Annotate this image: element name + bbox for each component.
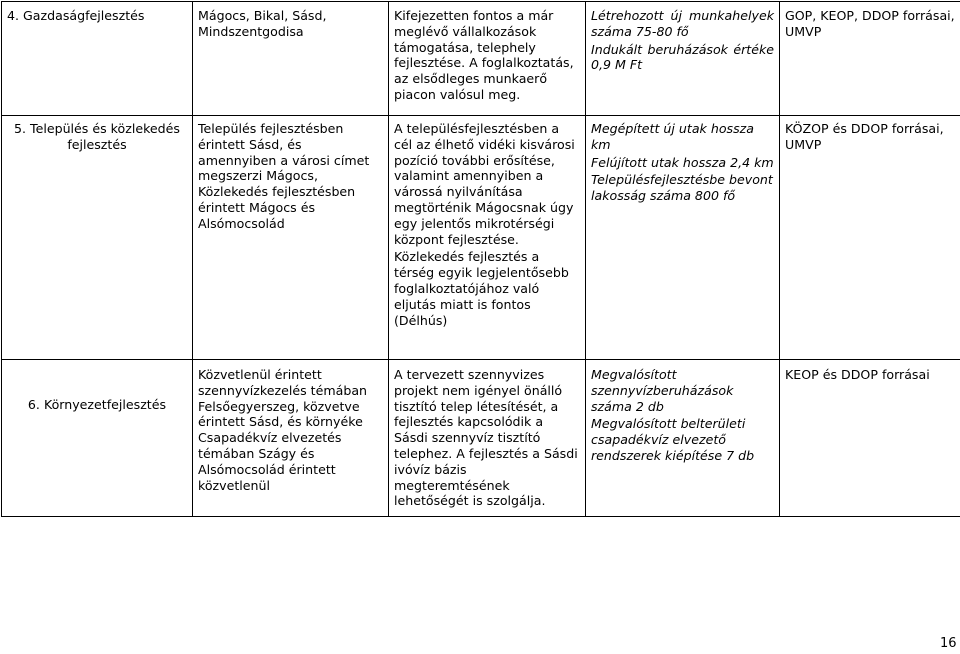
goal-text: Kifejezetten fontos a már meglévő vállalkozások támogatása, telephely fejlesztése. A foglalkoztatás, az elsődleges munkaerő piacon valósul meg. (394, 8, 574, 102)
goal-text: A településfejlesztésben a cél az élhető vidéki kisvárosi pozíció további erősítése, valamint amennyiben a várossá nyilvánítása megtörténik Mágocsnak úgy egy jelentős mikrotérségi központ fejlesztése. (394, 121, 575, 247)
indicators-cell (586, 360, 780, 517)
goal-cell (389, 2, 586, 116)
area-cell (2, 360, 193, 517)
area-text: 6. Környezetfejlesztés (27, 397, 167, 412)
area-cell: 4. Gazdaságfejlesztés (2, 2, 193, 116)
table-row (2, 360, 960, 517)
table-row (2, 116, 960, 360)
goal-text: Közlekedés fejlesztés a térség egyik legjelentősebb foglalkoztatójához való eljutás miatt is fontos (Délhús) (394, 249, 569, 328)
indicator-text: Településfejlesztésbe bevont lakosság száma 800 fő (591, 172, 773, 204)
indicator-text: Indukált beruházások értéke 0,9 M Ft (591, 41, 774, 73)
table-row (2, 2, 960, 116)
sources-cell: KÖZOP és DDOP forrásai, UMVP (780, 116, 960, 360)
page-number: 16 (940, 636, 957, 651)
goal-cell (389, 360, 586, 517)
indicator-text: Megépített új utak hossza km (591, 121, 754, 152)
settlements-cell: Mágocs, Bikal, Sásd, Mindszentgodisa (193, 2, 389, 116)
indicator-text: Létrehozott új munkahelyek száma 75-80 fő (591, 8, 774, 39)
sources-cell: GOP, KEOP, DDOP forrásai, UMVP (780, 2, 960, 116)
sources-cell: KEOP és DDOP forrásai (780, 360, 960, 517)
indicator-text: Megvalósított belterületi csapadékvíz elvezető rendszerek kiépítése 7 db (591, 416, 755, 463)
development-table (1, 1, 960, 517)
indicator-text: Felújított utak hossza 2,4 km (591, 154, 774, 170)
indicator-text: Megvalósított szennyvízberuházások száma 2 db (591, 367, 734, 414)
area-cell: 5. Település és közlekedés fejlesztés (2, 116, 193, 360)
settlements-cell: Közvetlenül érintett szennyvízkezelés témában Felsőegyerszeg, közvetve érintett Sásd, és környéke Csapadékvíz elvezetés témában Szágy és Alsómocsolád érintett közvetlenül (193, 360, 389, 517)
goal-cell (389, 116, 586, 360)
goal-text: A tervezett szennyvizes projekt nem igényel önálló tisztító telep létesítését, a fejlesztés kapcsolódik a Sásdi szennyvíz tisztító telephez. A fejlesztés a Sásdi ivóvíz bázis megteremtésének lehetőségét is szolgálja. (394, 367, 578, 509)
indicators-cell (586, 2, 780, 116)
settlements-cell: Település fejlesztésben érintett Sásd, és amennyiben a városi címet megszerzi Mágocs, Közlekedés fejlesztésben érintett Mágocs és Alsómocsolád (193, 116, 389, 360)
indicators-cell (586, 116, 780, 360)
